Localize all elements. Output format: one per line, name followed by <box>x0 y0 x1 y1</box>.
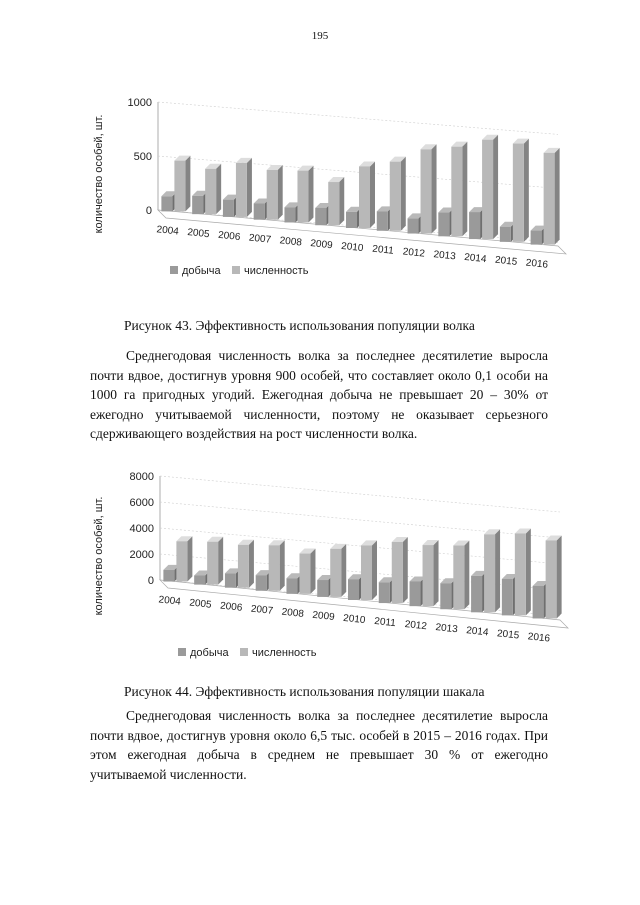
bar-front <box>451 147 462 237</box>
bar-front <box>299 554 310 594</box>
bar-front <box>544 153 555 245</box>
bar-front <box>238 545 249 588</box>
x-tick-label: 2008 <box>279 235 303 249</box>
bar-chislennost-2011 <box>390 157 406 231</box>
x-tick-label: 2007 <box>250 603 274 617</box>
bar-chislennost-2008 <box>299 549 315 594</box>
bar-front <box>330 549 341 597</box>
bar-side <box>434 540 439 606</box>
bar-side <box>218 537 223 585</box>
legend-swatch <box>232 266 240 274</box>
legend-swatch <box>170 266 178 274</box>
bar-front <box>207 542 218 585</box>
figure-44-caption: Рисунок 44. Эффективность использования популяции шакала <box>124 684 485 699</box>
legend-label: численность <box>252 647 317 659</box>
jackal-chart-svg <box>88 460 588 665</box>
bar-front <box>269 545 280 591</box>
bar-front <box>410 581 421 606</box>
bar-side <box>555 148 560 245</box>
bar-front <box>315 208 326 225</box>
bar-front <box>328 182 339 225</box>
bar-front <box>297 171 308 223</box>
x-tick-label: 2006 <box>219 600 243 614</box>
bar-chislennost-2004 <box>176 536 192 581</box>
legend-swatch <box>240 648 248 656</box>
paragraph-jackal: Среднегодовая численность волка за последнее десятилетие выросла почти вдвое, достигнув уровня около 6,5 тыс. особей в 2015 – 2016 годах. При этом ежегодная добыча в среднем не превышает 30 % от ежегодно учитываемой численности. <box>90 708 548 782</box>
x-tick-label: 2010 <box>340 240 364 255</box>
bar-chislennost-2005 <box>207 537 223 585</box>
bar-side <box>341 544 346 597</box>
y-tick-label: 500 <box>133 151 152 163</box>
bar-front <box>421 149 432 233</box>
bar-front <box>471 576 482 612</box>
x-tick-label: 2012 <box>402 246 426 260</box>
bar-front <box>546 540 557 618</box>
x-tick-label: 2007 <box>248 232 272 246</box>
bar-chislennost-2007 <box>269 540 285 591</box>
x-tick-label: 2005 <box>188 597 213 611</box>
bar-side <box>372 540 377 600</box>
bar-front <box>438 213 449 237</box>
bar-front <box>286 578 297 594</box>
bar-front <box>361 545 372 600</box>
bar-chislennost-2004 <box>174 156 190 212</box>
bar-front <box>531 231 542 245</box>
paragraph-wolf: Среднегодовая численность волка за последнее десятилетие выросла почти вдвое, достигнув уровня 900 особей, что составляет около 0,1 особи на 1000 га пригодных угодий. Ежегодная добыча не превышает 20 – 30% от ежегодно учитываемой численности, поэтому не оказывает серьезного сдерживающего воздействия на рост численности волка. <box>90 348 548 441</box>
legend-label: добыча <box>190 647 229 659</box>
y-tick-label: 0 <box>147 575 154 587</box>
bar-chislennost-2016 <box>544 148 560 245</box>
x-tick-label: 2004 <box>158 594 182 608</box>
bar-front <box>317 580 328 597</box>
bar-chislennost-2011 <box>392 537 408 603</box>
x-tick-label: 2009 <box>311 609 336 624</box>
bar-chislennost-2014 <box>482 135 498 239</box>
bar-front <box>390 162 401 231</box>
bar-side <box>464 541 469 610</box>
x-tick-label: 2015 <box>496 628 520 642</box>
bar-side <box>493 135 498 239</box>
wolf-chart-svg <box>88 82 588 282</box>
x-tick-label: 2004 <box>156 224 180 238</box>
figure-43-caption: Рисунок 43. Эффективность использования популяции волка <box>124 318 475 333</box>
y-tick-label: 8000 <box>129 471 154 483</box>
bar-side <box>310 549 315 594</box>
y-tick-label: 0 <box>145 205 152 217</box>
bar-chislennost-2010 <box>359 161 375 228</box>
bar-side <box>308 166 313 223</box>
bar-front <box>205 169 216 214</box>
x-tick-label: 2006 <box>217 229 241 244</box>
bar-chislennost-2006 <box>238 540 254 588</box>
x-tick-label: 2014 <box>463 251 487 266</box>
bar-front <box>223 200 234 217</box>
bar-front <box>348 579 359 600</box>
grid-line <box>158 102 558 134</box>
y-tick-label: 4000 <box>129 523 154 535</box>
bar-side <box>339 177 344 225</box>
y-tick-label: 6000 <box>129 497 154 509</box>
bar-front <box>513 144 524 242</box>
legend-swatch <box>178 648 186 656</box>
legend-label: численность <box>244 265 309 277</box>
bar-front <box>482 140 493 239</box>
bar-side <box>462 142 467 237</box>
bar-front <box>500 227 511 242</box>
bar-front <box>484 534 495 612</box>
bar-front <box>284 207 295 222</box>
bar-front <box>502 579 513 615</box>
bar-side <box>247 158 252 217</box>
bar-front <box>161 196 172 211</box>
bar-chislennost-2013 <box>453 541 469 610</box>
y-axis-label: количество особей, шт. <box>93 496 105 616</box>
jackal-population-chart <box>88 460 588 665</box>
bar-side <box>557 535 562 618</box>
y-tick-label: 2000 <box>129 549 154 561</box>
x-tick-label: 2016 <box>527 631 551 645</box>
bar-side <box>280 540 285 591</box>
y-tick-label: 1000 <box>127 97 152 109</box>
bar-chislennost-2013 <box>451 142 467 237</box>
x-tick-label: 2013 <box>432 249 457 263</box>
page-number: 195 <box>311 30 329 42</box>
grid-line <box>160 476 560 512</box>
bar-front <box>408 218 419 233</box>
bar-front <box>469 212 480 239</box>
bar-front <box>192 196 203 214</box>
bar-front <box>377 211 388 230</box>
bar-side <box>278 165 283 220</box>
bar-side <box>524 139 529 242</box>
bar-front <box>254 203 265 219</box>
bar-chislennost-2010 <box>361 540 377 600</box>
x-tick-label: 2014 <box>465 625 489 639</box>
bar-chislennost-2015 <box>515 528 531 615</box>
bar-front <box>163 570 174 582</box>
x-tick-label: 2008 <box>281 606 305 620</box>
x-tick-label: 2011 <box>371 243 395 257</box>
x-tick-label: 2010 <box>342 612 366 627</box>
bar-chislennost-2006 <box>236 158 252 217</box>
y-axis-label: количество особей, шт. <box>93 114 105 234</box>
legend-label: добыча <box>182 265 221 277</box>
bar-front <box>453 546 464 610</box>
bar-chislennost-2012 <box>423 540 439 606</box>
x-tick-label: 2016 <box>525 257 549 271</box>
bar-front <box>236 163 247 217</box>
bar-front <box>267 170 278 220</box>
x-tick-label: 2011 <box>373 615 397 630</box>
bar-front <box>423 545 434 606</box>
bar-front <box>174 161 185 212</box>
bar-front <box>256 575 267 591</box>
x-tick-label: 2012 <box>404 619 428 633</box>
bar-front <box>440 583 451 609</box>
bar-chislennost-2014 <box>484 529 500 612</box>
x-tick-label: 2005 <box>186 227 211 241</box>
bar-chislennost-2007 <box>267 165 283 220</box>
bar-chislennost-2009 <box>328 177 344 225</box>
x-tick-label: 2009 <box>309 238 334 252</box>
x-tick-label: 2015 <box>494 254 518 268</box>
bar-side <box>432 144 437 233</box>
bar-front <box>225 573 236 587</box>
bar-chislennost-2016 <box>546 535 562 618</box>
wolf-population-chart <box>88 82 588 282</box>
bar-front <box>194 576 205 585</box>
bar-chislennost-2008 <box>297 166 313 223</box>
bar-side <box>526 528 531 615</box>
bar-side <box>403 537 408 603</box>
bar-side <box>187 536 192 581</box>
bar-front <box>533 586 544 619</box>
bar-chislennost-2015 <box>513 139 529 242</box>
bar-front <box>346 212 357 228</box>
bar-front <box>379 582 390 603</box>
x-tick-label: 2013 <box>434 622 459 636</box>
bar-side <box>401 157 406 231</box>
bar-side <box>216 164 221 214</box>
bar-chislennost-2012 <box>421 144 437 233</box>
bar-side <box>370 161 375 228</box>
bar-chislennost-2005 <box>205 164 221 214</box>
bar-side <box>495 529 500 612</box>
bar-front <box>392 542 403 603</box>
bar-front <box>515 533 526 615</box>
bar-chislennost-2009 <box>330 544 346 597</box>
bar-front <box>359 166 370 228</box>
bar-front <box>176 541 187 581</box>
bar-side <box>249 540 254 588</box>
bar-side <box>185 156 190 212</box>
